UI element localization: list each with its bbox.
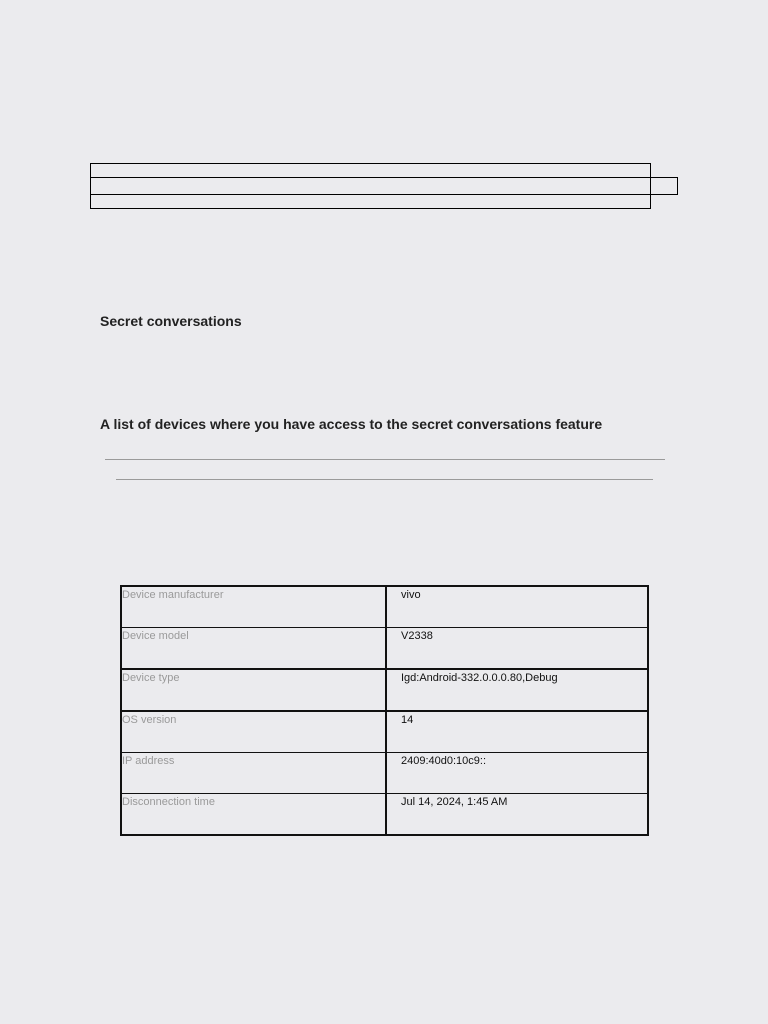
device-model-label: Device model [121,628,386,670]
device-manufacturer-value: vivo [386,586,648,628]
device-model-value: V2338 [386,628,648,670]
header-table-frame [90,163,651,209]
device-type-label: Device type [121,669,386,711]
ip-address-value: 2409:40d0:10c9:: [386,753,648,794]
divider-line [105,459,665,460]
table-row [121,669,648,711]
device-info-table [120,585,649,836]
header-row-divider [91,177,650,178]
os-version-label: OS version [121,711,386,753]
table-row [121,586,648,628]
header-table-extension [651,177,678,195]
device-type-value: Igd:Android-332.0.0.0.80,Debug [386,669,648,711]
table-row [121,753,648,794]
table-row [121,794,648,836]
page-subtitle: A list of devices where you have access to the secret conversations feature [100,416,603,432]
table-row [121,628,648,670]
page-title: Secret conversations [100,313,242,329]
table-row [121,711,648,753]
header-row-divider [91,194,650,195]
divider-line [116,479,653,480]
os-version-value: 14 [386,711,648,753]
disconnection-time-label: Disconnection time [121,794,386,836]
disconnection-time-value: Jul 14, 2024, 1:45 AM [386,794,648,836]
device-manufacturer-label: Device manufacturer [121,586,386,628]
ip-address-label: IP address [121,753,386,794]
